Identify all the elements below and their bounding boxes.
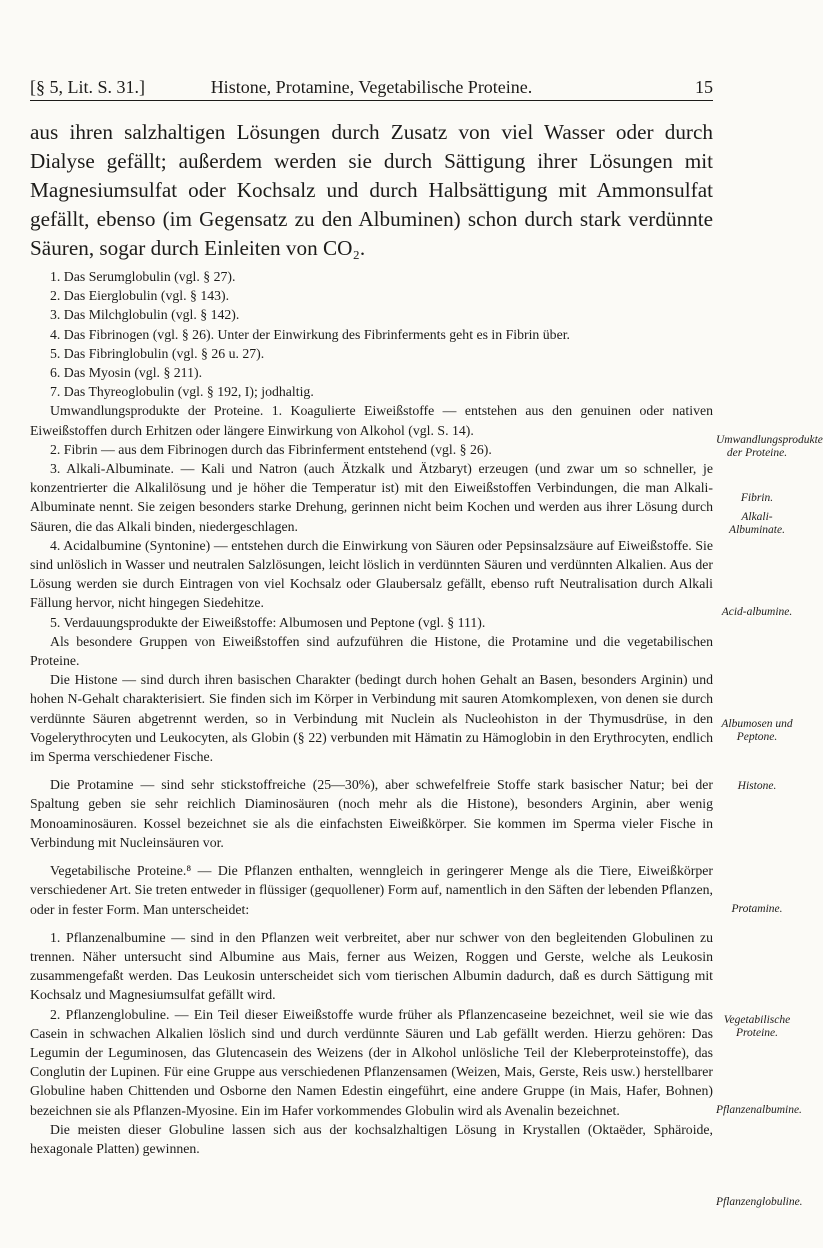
paragraph-pflanzenglobuline: 2. Pflanzenglobuline. — Ein Teil dieser Eiweißstoffe wurde früher als Pflanzencaseine bezeichnet, weil sie wie das Casein in schwachen Alkalien löslich sind und durch verdünnte Säuren und Lab gefällt werden. Hierzu gehören: Das Legumin der Leguminosen, das Glutencasein des Weizens (der in Alkohol unlösliche Teil der Kleberproteinstoffe), das Conglutin der Lupinen. Für eine Gruppe aus verschiedenen Pflanzensamen (Weizen, Mais, Gerste, Reis usw.) herstellbarer Globuline haben Chittenden und Osborne den Namen Edestin eingeführt, eine andere Gruppe (in Mais, Hafer, Bohnen) bezeichnen sie als Pflanzen-Myosine. Ein im Hafer vorkommendes Globulin wird als Avenalin bezeichnet. xyxy=(30,1006,713,1118)
list-item: 3. Das Milchglobulin (vgl. § 142). xyxy=(50,307,240,323)
margin-note-pflanzenalbumine: Pflanzenalbumine. xyxy=(716,1104,802,1116)
running-header xyxy=(30,76,713,101)
globulin-list xyxy=(30,267,713,401)
paragraph-umwandlung: Umwandlungsprodukte der Proteine. 1. Koagulierte Eiweißstoffe — entstehen aus den genuinen oder nativen Eiweißstoffen durch Erhitzen oder längere Einwirkung von Alkohol (vgl. S. 14). xyxy=(30,403,713,438)
running-title: Histone, Protamine, Vegetabilische Proteine. xyxy=(210,77,533,97)
list-item: 4. Das Fibrinogen (vgl. § 26). Unter der Einwirkung des Fibrinferments geht es in Fibrin über. xyxy=(50,326,570,342)
page-number: 15 xyxy=(695,77,713,97)
section-reference: [§ 5, Lit. S. 31.] xyxy=(30,77,145,97)
paragraph-acidalbumine: 4. Acidalbumine (Syntonine) — entstehen durch die Einwirkung von Säuren oder Pepsinsalzsäure auf Eiweißstoffe. Sie sind unlöslich in Wasser und neutralen Salzlösungen, leicht löslich in verdünnten Säuren und verdünnten Alkalien. Aus der Lösung werden sie durch Eintragen von viel Kochsalz oder Glaubersalz gefällt, ebenso ruft Neutralisation durch Alkali Fällung hervor, nicht hingegen Siedehitze. xyxy=(30,537,713,611)
margin-note-umwandlung: Umwandlungsprodukte der Proteine. xyxy=(716,434,823,459)
paragraph-verdauungsprodukte: 5. Verdauungsprodukte der Eiweißstoffe: Albumosen und Peptone (vgl. § 111). xyxy=(50,614,486,630)
margin-note-histone: Histone. xyxy=(737,780,777,792)
margin-note-alkali: Alkali-Albuminate. xyxy=(729,511,785,536)
lead-paragraph: aus ihren salzhaltigen Lösungen durch Zusatz von viel Wasser oder durch Dialyse gefällt; außerdem werden sie durch Sättigung ihrer Lösungen mit Magnesiumsulfat oder Kochsalz und durch Halbsättigung mit Ammonsulfat gefällt, ebenso (im Gegensatz zu den Albuminen) schon durch stark verdünnte Säuren, sogar durch Einleiten von CO₂. xyxy=(30,120,713,260)
margin-note-protamine: Protamine. xyxy=(731,903,783,915)
list-item: 6. Das Myosin (vgl. § 211). xyxy=(50,365,203,381)
list-item: 5. Das Fibringlobulin (vgl. § 26 u. 27). xyxy=(50,345,265,361)
margin-note-vegetabilische: Vegetabilische Proteine. xyxy=(723,1014,791,1039)
list-item: 7. Das Thyreoglobulin (vgl. § 192, I); jodhaltig. xyxy=(50,384,314,400)
paragraph-krystallen: Die meisten dieser Globuline lassen sich aus der kochsalzhaltigen Lösung in Krystallen (Oktaëder, Sphäroide, hexagonale Platten) gewinnen. xyxy=(30,1121,713,1156)
list-item: 1. Das Serumglobulin (vgl. § 27). xyxy=(50,269,236,284)
list-item: 2. Das Eierglobulin (vgl. § 143). xyxy=(50,288,230,304)
paragraph-alkali-albuminate: 3. Alkali-Albuminate. — Kali und Natron (auch Ätzkalk und Ätzbaryt) erzeugen (und zwar um so schneller, je konzentrierter die Alkalilösung und je höher die Temperatur ist) mit den Eiweißstoffen Verbindungen, die man Alkali-Albuminate nennt. Sie zeigen besonders starke Drehung, gerinnen nicht beim Kochen und werden aus ihrer Lösung durch Säuren, die das Alkali binden, niedergeschlagen. xyxy=(30,461,713,534)
margin-note-acid: Acid-albumine. xyxy=(721,606,793,618)
paragraph-pflanzenalbumine: 1. Pflanzenalbumine — sind in den Pflanzen weit verbreitet, aber nur schwer von den begleitenden Globulinen zu trennen. Näher untersucht sind Albumine aus Mais, ferner aus Weizen, Roggen und Gerste, welche als Leukosin zusammengefaßt werden. Das Leukosin unterscheidet sich vom tierischen Albumin dadurch, daß es durch Sättigung mit Kochsalz und Magnesiumsulfat gefällt wird. xyxy=(30,929,713,1003)
margin-note-albumosen: Albumosen und Peptone. xyxy=(721,718,793,743)
margin-note-pflanzenglobuline: Pflanzenglobuline. xyxy=(716,1196,803,1208)
paragraph-vegetabilische-proteine: Vegetabilische Proteine.⁸ — Die Pflanzen enthalten, wenngleich in geringerer Menge als die Tiere, Eiweißkörper verschiedener Art. Sie treten entweder in flüssiger (gequollener) Form auf, namentlich in den Säften der lebenden Pflanzen, oder in fester Form. Man unterscheidet: xyxy=(30,863,713,917)
paragraph-histone: Die Histone — sind durch ihren basischen Charakter (bedingt durch hohen Gehalt an Basen, besonders Arginin) und hohen N-Gehalt charakterisiert. Sie finden sich im Körper in Verbindung mit sauren Atomkomplexen, von denen sie durch verdünnte Säuren abgetrennt werden, so in Verbindung mit Nuclein als Nucleohiston in der Thymusdrüse, in den Vogelerythrocyten und Leukocyten, als Globin (§ 22) verbunden mit Hämatin zu Hämoglobin in den Erythrocyten, endlich im Sperma verschiedener Fische. xyxy=(30,672,713,765)
paragraph-besondere-gruppen: Als besondere Gruppen von Eiweißstoffen sind aufzuführen die Histone, die Protamine und die vegetabilischen Proteine. xyxy=(30,633,713,669)
margin-note-fibrin: Fibrin. xyxy=(740,492,774,504)
paragraph-protamine: Die Protamine — sind sehr stickstoffreiche (25—30%), aber schwefelfreie Stoffe stark basischer Natur; bei der Spaltung geben sie sehr reichlich Diaminosäuren (noch mehr als die Histone), besonders Arginin, aber wenig Monoaminosäuren. Kossel bezeichnet sie als die einfachsten Eiweißkörper. Sie kommen im Sperma vieler Fische in Verbindung mit Nucleinsäuren vor. xyxy=(30,777,713,850)
paragraph-fibrin: 2. Fibrin — aus dem Fibrinogen durch das Fibrinferment entstehend (vgl. § 26). xyxy=(50,441,492,457)
page-body xyxy=(30,118,713,1158)
